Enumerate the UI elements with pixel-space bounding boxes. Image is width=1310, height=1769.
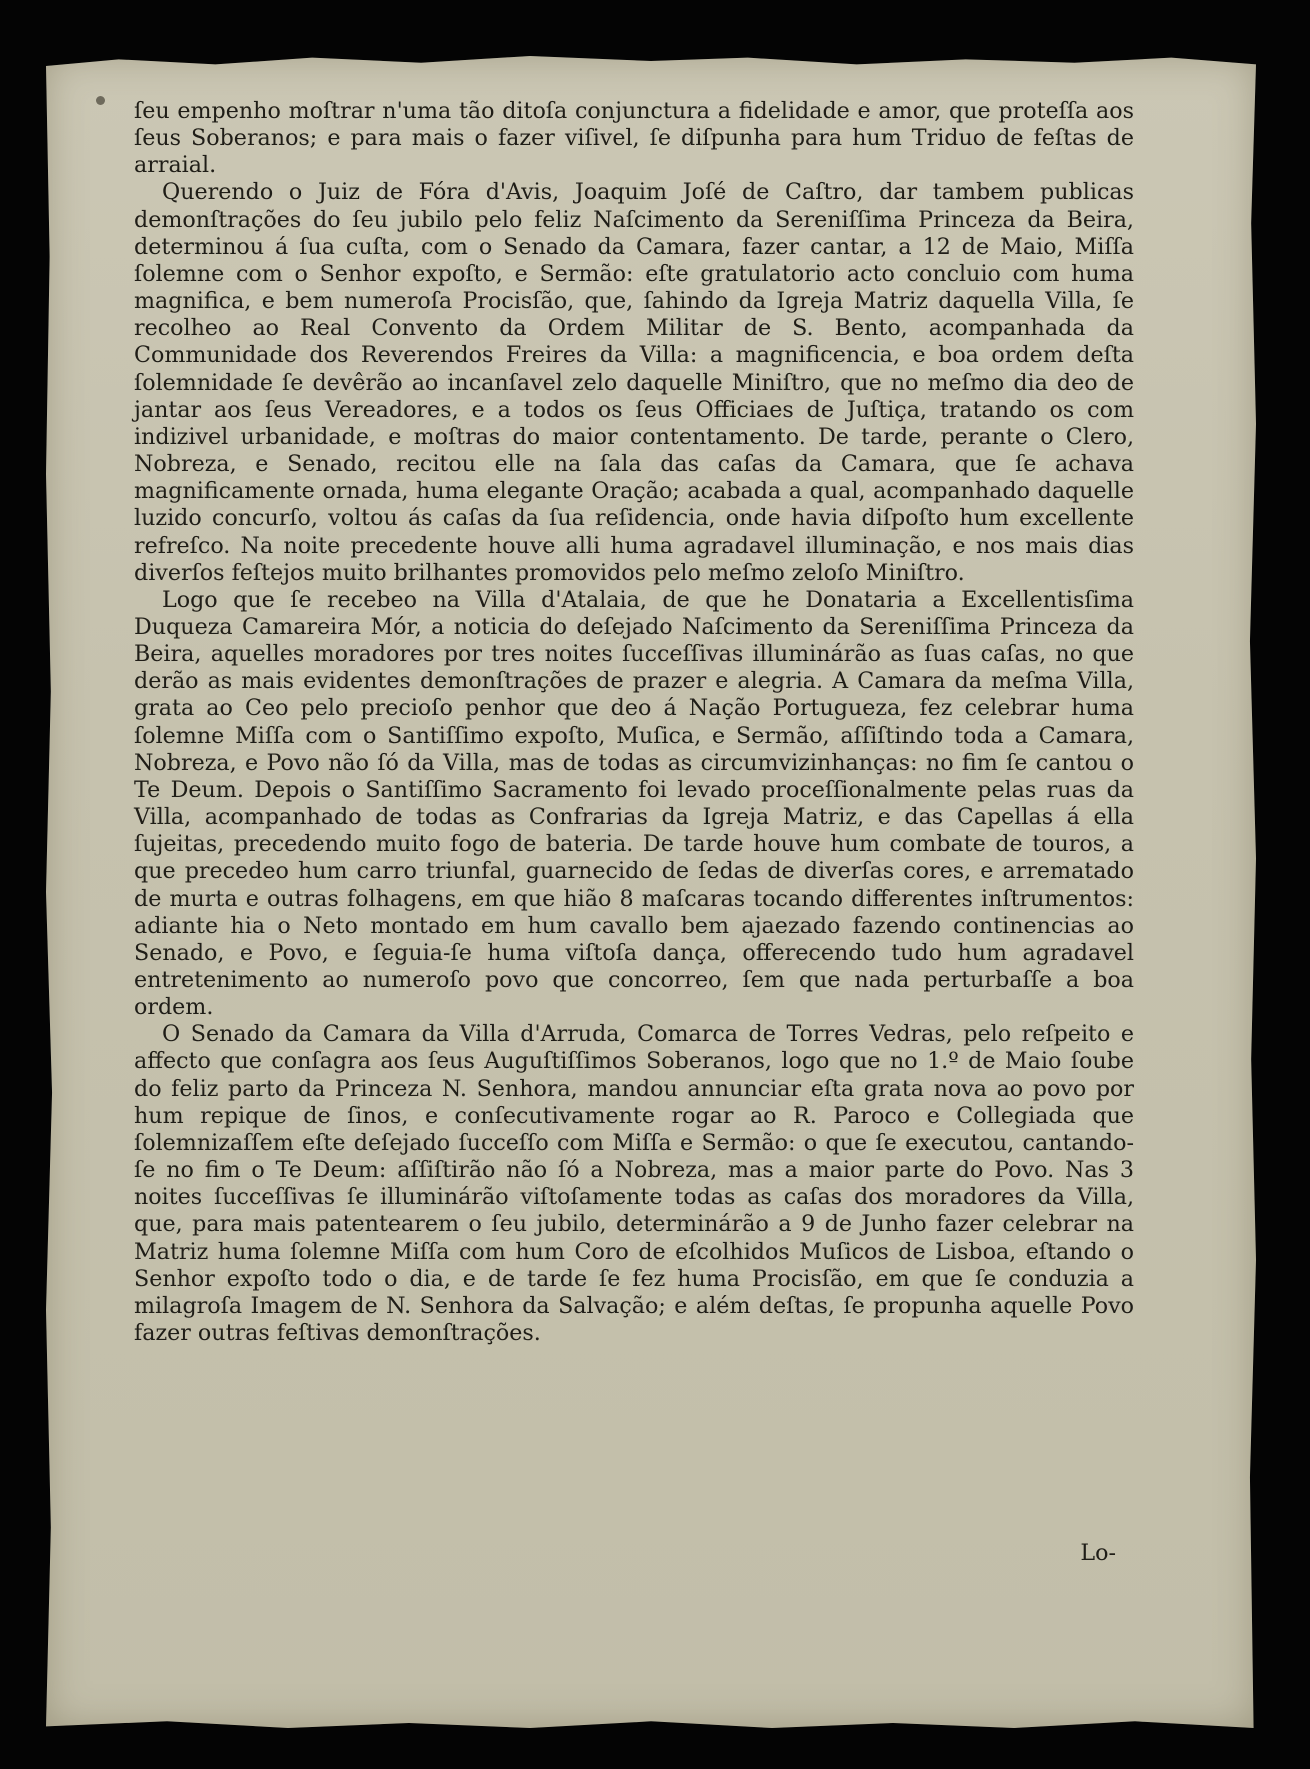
binding-hole — [96, 96, 105, 105]
paragraph-4: O Senado da Camara da Villa d'Arruda, Comarca de Torres Vedras, pelo reſpeito e affecto que conſagra aos ſeus Auguſtiſſimos Soberanos, logo que no 1.º de Maio ſoube do feliz parto da Princeza N. Senhora, mandou annunciar eſta grata nova ao povo por hum repique de ſinos, e conſecutivamente rogar ao R. Paroco e Collegiada que ſolemnizaſſem eſte deſejado ſucceſſo com Miſſa e Sermão: o que ſe executou, cantando-ſe no fim o Te Deum: aſſiſtirão não ſó a Nobreza, mas a maior parte do Povo. Nas 3 noites ſucceſſivas ſe illuminárão viſtoſamente todas as caſas dos moradores da Villa, que, para mais patentearem o ſeu jubilo, determinárão a 9 de Junho fazer celebrar na Matriz huma ſolemne Miſſa com hum Coro de eſcolhidos Muſicos de Lisboa, eſtando o Senhor expoſto todo o dia, e de tarde ſe fez huma Procisſão, em que ſe conduzia a milagroſa Imagem de N. Senhora da Salvação; e além deſtas, ſe propunha aquelle Povo fazer outras feſtivas demonſtrações. — [134, 1021, 1134, 1347]
catchword: Lo- — [1080, 1540, 1116, 1566]
paragraph-3: Logo que ſe recebeo na Villa d'Atalaia, de que he Donataria a Excellentisſima Duqueza Camareira Mór, a noticia do deſejado Naſcimento da Sereniſſima Princeza da Beira, aquelles moradores por tres noites ſucceſſivas illuminárão as ſuas caſas, no que derão as mais evidentes demonſtrações de prazer e alegria. A Camara da meſma Villa, grata ao Ceo pelo precioſo penhor que deo á Nação Portugueza, fez celebrar huma ſolemne Miſſa com o Santiſſimo expoſto, Muſica, e Sermão, aſſiſtindo toda a Camara, Nobreza, e Povo não ſó da Villa, mas de todas as circumvizinhanças: no fim ſe cantou o Te Deum. Depois o Santiſſimo Sacramento foi levado proceſſionalmente pelas ruas da Villa, acompanhado de todas as Confrarias da Igreja Matriz, e das Capellas á ella ſujeitas, precedendo muito fogo de bateria. De tarde houve hum combate de touros, a que precedeo hum carro triunfal, guarnecido de ſedas de diverſas cores, e arrematado de murta e outras folhagens, em que hião 8 maſcaras tocando differentes inſtrumentos: adiante hia o Neto montado em hum cavallo bem ajaezado fazendo continencias ao Senado, e Povo, e ſeguia-ſe huma viſtoſa dança, offerecendo tudo hum agradavel entretenimento ao numeroſo povo que concorreo, ſem que nada perturbaſſe a boa ordem. — [134, 586, 1134, 1021]
page-body — [134, 98, 1134, 1347]
paragraph-1: ſeu empenho moſtrar n'uma tão ditoſa conjunctura a fidelidade e amor, que proteſſa aos ſeus Soberanos; e para mais o fazer viſivel, ſe diſpunha para hum Triduo de feſtas de arraial. — [134, 98, 1134, 179]
paragraph-2: Querendo o Juiz de Fóra d'Avis, Joaquim Joſé de Caſtro, dar tambem publicas demonſtrações do ſeu jubilo pelo feliz Naſcimento da Sereniſſima Princeza da Beira, determinou á ſua cuſta, com o Senado da Camara, fazer cantar, a 12 de Maio, Miſſa ſolemne com o Senhor expoſto, e Sermão: eſte gratulatorio acto concluio com huma magnifica, e bem numeroſa Procisſão, que, ſahindo da Igreja Matriz daquella Villa, ſe recolheo ao Real Convento da Ordem Militar de S. Bento, acompanhada da Communidade dos Reverendos Freires da Villa: a magnificencia, e boa ordem deſta ſolemnidade ſe devêrão ao incanſavel zelo daquelle Miniſtro, que no meſmo dia deo de jantar aos ſeus Vereadores, e a todos os ſeus Officiaes de Juſtiça, tratando os com indizivel urbanidade, e moſtras do maior contentamento. De tarde, perante o Clero, Nobreza, e Senado, recitou elle na ſala das caſas da Camara, que ſe achava magnificamente ornada, huma elegante Oração; acabada a qual, acompanhado daquelle luzido concurſo, voltou ás caſas da ſua reſidencia, onde havia diſpoſto hum excellente refreſco. Na noite precedente houve alli huma agradavel illuminação, e nos mais dias diverſos feſtejos muito brilhantes promovidos pelo meſmo zeloſo Miniſtro. — [134, 179, 1134, 586]
